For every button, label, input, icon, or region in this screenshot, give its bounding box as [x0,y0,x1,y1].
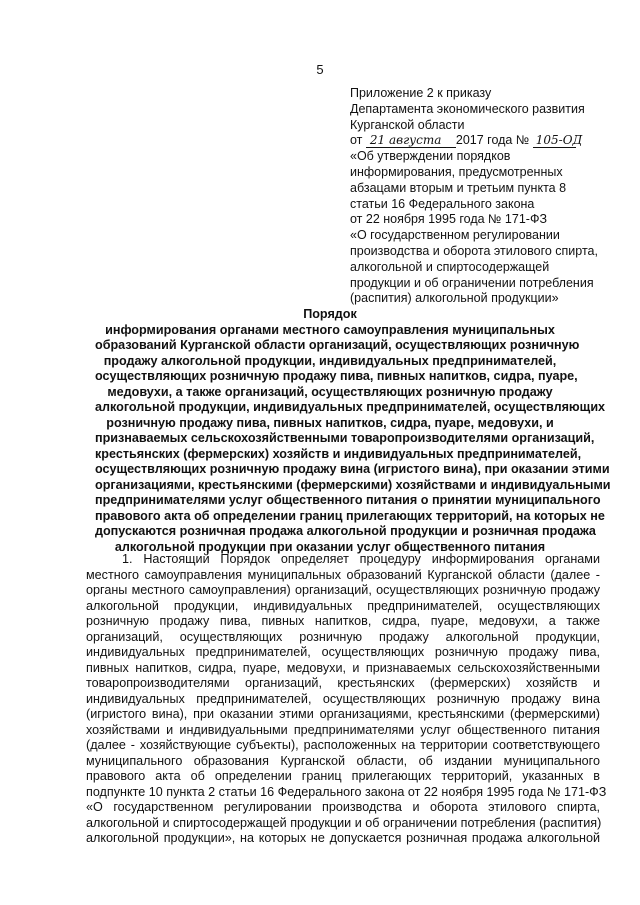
title-line: информирования органами местного самоуправления муниципальных [105,322,555,337]
title-line: признаваемых сельскохозяйственными товаропроизводителями организаций, [95,431,595,445]
appendix-subject-line: (распития) алкогольной продукции» [350,291,559,306]
appendix-line: Курганской области [350,117,465,132]
appendix-subject-line: алкогольной и спиртосодержащей [350,259,550,274]
body-line: органы местного самоуправления) организаций, осуществляющих розничную продажу [86,583,600,597]
body-line: розничную продажу пива, пивных напитков, сидра, пуаре, медовухи, а также [86,614,600,628]
document-title [95,307,611,555]
appendix-subject-line: «О государственном регулировании [350,228,560,243]
body-line: правового акта об определении границ прилегающих территорий, указанных в [86,769,600,783]
appendix-line: Приложение 2 к приказу [350,86,492,100]
title-line: предпринимателями услуг общественного питания о принятии муниципального [95,493,601,507]
date-prefix: от [350,133,363,148]
body-line: алкогольной продукции», на которых не допускается розничная продажа алкогольной [86,831,600,845]
appendix-subject-line: продукции и об ограничении потребления [350,275,594,290]
body-line: муниципального образования Курганской области, об издании муниципального [86,753,600,768]
body-paragraph [86,552,607,847]
body-line: товаропроизводителями организаций, крестьянских (фермерских) хозяйств и [86,676,600,690]
appendix-subject-line: «Об утверждении порядков [350,149,511,164]
title-line: допускаются розничная продажа алкогольной продукции и розничная продажа [95,524,596,538]
title-line: крестьянских (фермерских) хозяйств и индивидуальных предпринимателей, [95,446,582,461]
title-line: Порядок [303,307,357,321]
handwritten-date: 21 августа [366,134,456,148]
body-line: 1. Настоящий Порядок определяет процедуру информирования органами [122,552,600,566]
title-line: медовухи, а также организаций, осуществляющих розничную продажу [107,384,553,399]
title-line: розничную продажу пива, пивных напитков, сидра, пуаре, медовухи, и [106,415,554,430]
year-text: 2017 года № [455,133,530,148]
body-line: индивидуальных предпринимателей, осуществляющих розничную продажу вина [86,691,600,706]
handwritten-order-number: 105-ОД [533,134,576,148]
appendix-subject-line: от 22 ноября 1995 года № 171-ФЗ [350,212,548,227]
title-line: продажу алкогольной продукции, индивидуальных предпринимателей, [103,353,557,368]
body-line: хозяйствами и индивидуальными предпринимателями услуг общественного питания [86,722,600,737]
body-line: «О государственном регулировании производства и оборота этилового спирта, [86,800,600,814]
appendix-line: Департамента экономического развития [350,101,585,116]
body-line: (игристого вина), при оказании этими организациями, крестьянскими (фермерскими) [86,707,600,721]
title-line: алкогольной продукции, индивидуальных предпринимателей, осуществляющих [95,400,606,414]
appendix-subject-line: абзацами вторым и третьим пункта 8 [350,180,567,195]
appendix-subject-line: информирования, предусмотренных [350,164,563,179]
title-line: организациями, крестьянскими (фермерскими) хозяйствами и индивидуальными [95,477,611,492]
body-line: алкогольной и спиртосодержащей продукции и об ограничении потребления (распития) [86,815,602,830]
body-line: подпункте 10 пункта 2 статьи 16 Федерального закона от 22 ноября 1995 года № 171-ФЗ [86,784,607,799]
title-line: осуществляющих розничную продажу пива, пивных напитков, сидра, пуаре, [95,369,578,383]
body-line: местного самоуправления муниципальных образований Курганской области (далее - [86,567,600,582]
body-line: организаций, осуществляющих розничную продажу алкогольной продукции, [86,629,600,644]
body-line: алкогольной продукции, индивидуальных предпринимателей, осуществляющих [86,598,600,613]
title-line: осуществляющих розничную продажу вина (игристого вина), при оказании этими [95,462,610,476]
appendix-subject-line: статьи 16 Федерального закона [350,196,535,211]
appendix-date-line [350,133,610,149]
body-line: (далее - хозяйствующие субъекты), расположенных на территории соответствующего [86,738,600,752]
title-line: образований Курганской области организаций, осуществляющих розничную [95,338,580,352]
title-line: алкогольной продукции при оказании услуг общественного питания [114,539,546,554]
appendix-header [350,86,610,307]
body-line: индивидуальных предпринимателей, осуществляющих розничную продажу пива, [86,645,600,659]
page-number: 5 [316,62,324,77]
appendix-subject-line: производства и оборота этилового спирта, [350,243,598,258]
body-line: пивных напитков, сидра, пуаре, медовухи, и признаваемых сельскохозяйственными [86,660,600,675]
title-line: правового акта об определении границ прилегающих территорий, на которых не [95,508,605,523]
